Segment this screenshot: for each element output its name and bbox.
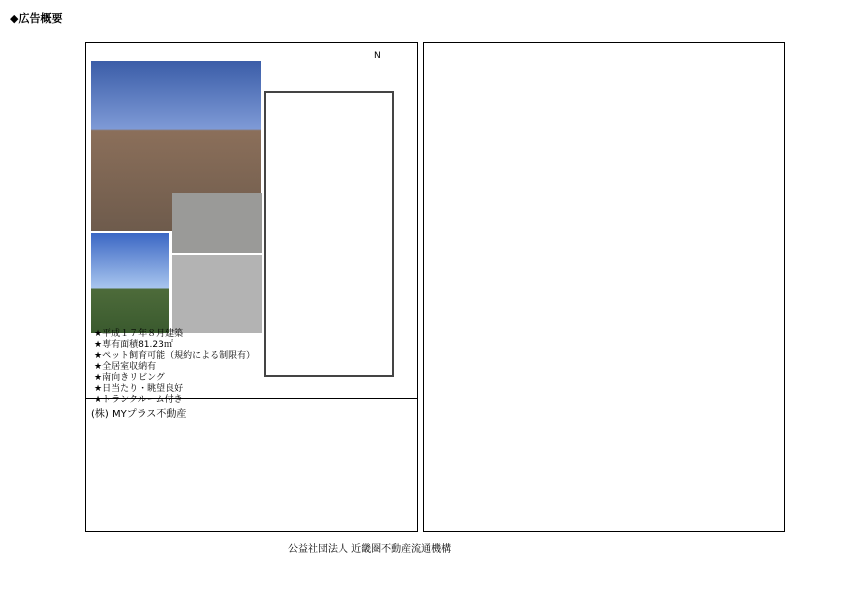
interior-photo-1 [172,193,262,253]
feature-item: ★専有面積81.23㎡ [94,340,173,350]
company-name: (株) MYプラス不動産 [91,409,187,420]
feature-item: ★日当たり・眺望良好 [94,384,184,394]
property-details-table [423,42,785,532]
feature-item: ★南向きリビング [94,373,165,383]
footer-organization: 公益社団法人 近畿圏不動産流通機構 [288,544,452,555]
interior-photo-2 [172,255,262,333]
floor-plan [264,91,394,377]
feature-item: ★トランクルーム付き [94,395,183,405]
north-compass-icon: N [374,51,381,61]
view-photo [91,233,169,333]
feature-item: ★ペット飼育可能（規約による制限有） [94,351,256,361]
ad-summary-label: ◆広告概要 [10,12,63,25]
left-panel [85,42,418,532]
agent-box [86,398,417,532]
feature-item: ★平成１７年８月建築 [94,329,184,339]
features-list [94,329,255,406]
feature-item: ★全居室収納有 [94,362,157,372]
